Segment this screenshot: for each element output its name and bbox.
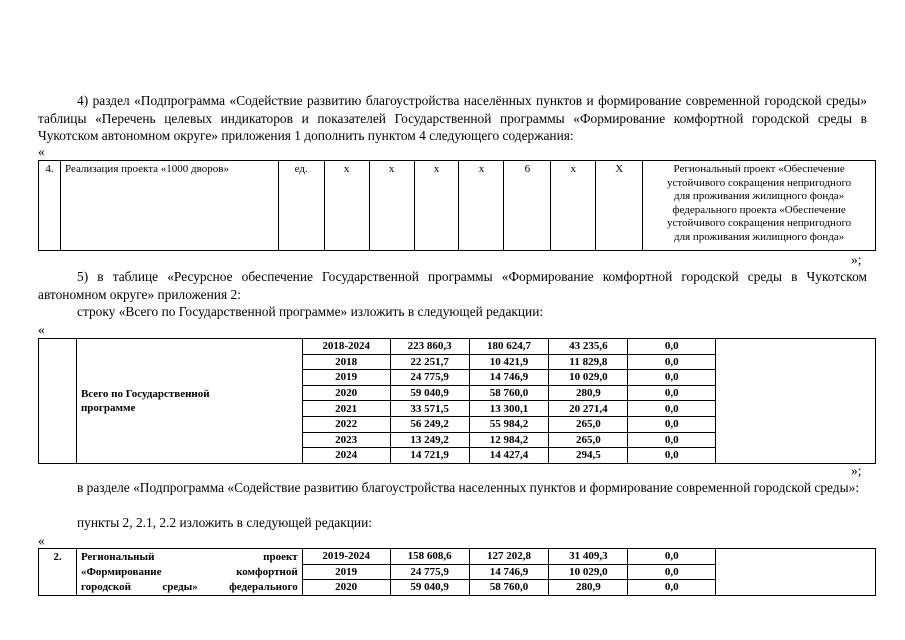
period-cell: 2019-2024 bbox=[302, 549, 390, 565]
federal-cell: 58 760,0 bbox=[469, 385, 549, 401]
region-line: для проживания жилищного фонда» bbox=[673, 230, 845, 243]
total-cell: 59 040,9 bbox=[390, 580, 469, 596]
paragraph-section-5: 5) в таблице «Ресурсное обеспечение Государственной программы «Формирование комфортной городской среды в Чукотском автономном округе» приложения 2: bbox=[38, 269, 867, 302]
regional-cell: 43 235,6 bbox=[549, 339, 628, 355]
table-row bbox=[39, 339, 876, 355]
federal-cell: 13 300,1 bbox=[469, 401, 549, 417]
regional-cell: 31 409,3 bbox=[549, 549, 628, 565]
indicator-row bbox=[39, 161, 876, 251]
total-program-label-line: Всего по Государственной bbox=[80, 387, 210, 400]
indicator-unit: ед. bbox=[278, 161, 324, 251]
indicator-value: x bbox=[414, 161, 459, 251]
close-quote-1: »; bbox=[851, 252, 862, 267]
total-cell: 33 571,5 bbox=[390, 401, 469, 417]
regional-cell: 11 829,8 bbox=[549, 354, 628, 370]
total-cell: 14 721,9 bbox=[390, 448, 469, 464]
open-quote-3: « bbox=[38, 533, 45, 548]
indicators-table bbox=[38, 160, 876, 251]
federal-cell: 14 427,4 bbox=[469, 448, 549, 464]
federal-cell: 14 746,9 bbox=[469, 564, 549, 580]
period-cell: 2020 bbox=[302, 580, 390, 596]
total-program-label bbox=[76, 339, 302, 464]
total-cell: 24 775,9 bbox=[390, 564, 469, 580]
other-cell: 0,0 bbox=[628, 580, 716, 596]
other-cell: 0,0 bbox=[628, 564, 716, 580]
total-cell: 56 249,2 bbox=[390, 416, 469, 432]
indicator-value: 6 bbox=[504, 161, 551, 251]
indicator-name: Реализация проекта «1000 дворов» bbox=[60, 161, 278, 251]
period-cell: 2022 bbox=[302, 416, 390, 432]
period-cell: 2018-2024 bbox=[302, 339, 390, 355]
region-line: Региональный проект «Обеспечение bbox=[673, 163, 845, 175]
empty-cell bbox=[39, 339, 77, 464]
paragraph-section-4: 4) раздел «Подпрограмма «Содействие развитию благоустройства населённых пунктов и формирование современной городской среды» таблицы «Перечень целевых индикаторов и показателей Государственной программы «Формирование комфортной городской среды в Чукотском автономном округе» приложения 1 дополнить пунктом 4 следующего содержания: bbox=[38, 93, 867, 143]
indicator-value: x bbox=[324, 161, 369, 251]
other-cell: 0,0 bbox=[628, 448, 716, 464]
federal-cell: 180 624,7 bbox=[469, 339, 549, 355]
total-program-label-line: программе bbox=[80, 401, 136, 414]
period-cell: 2021 bbox=[302, 401, 390, 417]
empty-cell bbox=[716, 549, 876, 596]
other-cell: 0,0 bbox=[628, 385, 716, 401]
other-cell: 0,0 bbox=[628, 339, 716, 355]
total-cell: 158 608,6 bbox=[390, 549, 469, 565]
indicator-value: x bbox=[369, 161, 414, 251]
other-cell: 0,0 bbox=[628, 549, 716, 565]
regional-cell: 294,5 bbox=[549, 448, 628, 464]
paragraph-total-row: строку «Всего по Государственной программе» изложить в следующей редакции: bbox=[77, 304, 544, 319]
row-number: 2. bbox=[39, 549, 77, 596]
regional-cell: 10 029,0 bbox=[549, 370, 628, 386]
region-line: федерального проекта «Обеспечение bbox=[672, 203, 846, 216]
regional-cell: 20 271,4 bbox=[549, 401, 628, 417]
regional-cell: 265,0 bbox=[549, 416, 628, 432]
region-line: устойчивого сокращения непригодного bbox=[667, 176, 852, 189]
period-cell: 2020 bbox=[302, 385, 390, 401]
period-cell: 2019 bbox=[302, 564, 390, 580]
regional-project-cell bbox=[643, 161, 876, 251]
subprogram-table bbox=[38, 548, 876, 596]
total-cell: 59 040,9 bbox=[390, 385, 469, 401]
project-name-line: Региональный проект bbox=[80, 551, 298, 563]
regional-cell: 280,9 bbox=[549, 385, 628, 401]
federal-cell: 127 202,8 bbox=[469, 549, 549, 565]
open-quote-1: « bbox=[38, 144, 45, 159]
other-cell: 0,0 bbox=[628, 432, 716, 448]
empty-cell bbox=[716, 339, 876, 464]
row-number: 4. bbox=[39, 161, 61, 251]
other-cell: 0,0 bbox=[628, 416, 716, 432]
other-cell: 0,0 bbox=[628, 401, 716, 417]
total-cell: 13 249,2 bbox=[390, 432, 469, 448]
indicator-value: x bbox=[551, 161, 596, 251]
total-cell: 24 775,9 bbox=[390, 370, 469, 386]
open-quote-2: « bbox=[38, 322, 45, 337]
federal-cell: 10 421,9 bbox=[469, 354, 549, 370]
total-cell: 22 251,7 bbox=[390, 354, 469, 370]
period-cell: 2018 bbox=[302, 354, 390, 370]
table-row bbox=[39, 549, 876, 565]
regional-cell: 280,9 bbox=[549, 580, 628, 596]
project-name-line: городской среды» федерального bbox=[80, 580, 298, 593]
federal-cell: 55 984,2 bbox=[469, 416, 549, 432]
other-cell: 0,0 bbox=[628, 354, 716, 370]
indicator-value: x bbox=[459, 161, 504, 251]
region-line: устойчивого сокращения непригодного bbox=[667, 217, 852, 229]
indicator-value: X bbox=[596, 161, 643, 251]
regional-project-name bbox=[76, 549, 302, 596]
period-cell: 2023 bbox=[302, 432, 390, 448]
federal-cell: 12 984,2 bbox=[469, 432, 549, 448]
federal-cell: 58 760,0 bbox=[469, 580, 549, 596]
period-cell: 2019 bbox=[302, 370, 390, 386]
period-cell: 2024 bbox=[302, 448, 390, 464]
federal-cell: 14 746,9 bbox=[469, 370, 549, 386]
project-name-line: «Формирование комфортной bbox=[80, 565, 298, 578]
close-quote-2: »; bbox=[851, 463, 862, 478]
regional-cell: 10 029,0 bbox=[549, 564, 628, 580]
resource-table bbox=[38, 338, 876, 464]
regional-cell: 265,0 bbox=[549, 432, 628, 448]
paragraph-items-2: пункты 2, 2.1, 2.2 изложить в следующей редакции: bbox=[77, 515, 372, 530]
other-cell: 0,0 bbox=[628, 370, 716, 386]
region-line: для проживания жилищного фонда» bbox=[673, 190, 845, 202]
paragraph-subprogram-section: в разделе «Подпрограмма «Содействие развитию благоустройства населенных пунктов и формирование современной городской среды»: bbox=[77, 480, 860, 495]
total-cell: 223 860,3 bbox=[390, 339, 469, 355]
